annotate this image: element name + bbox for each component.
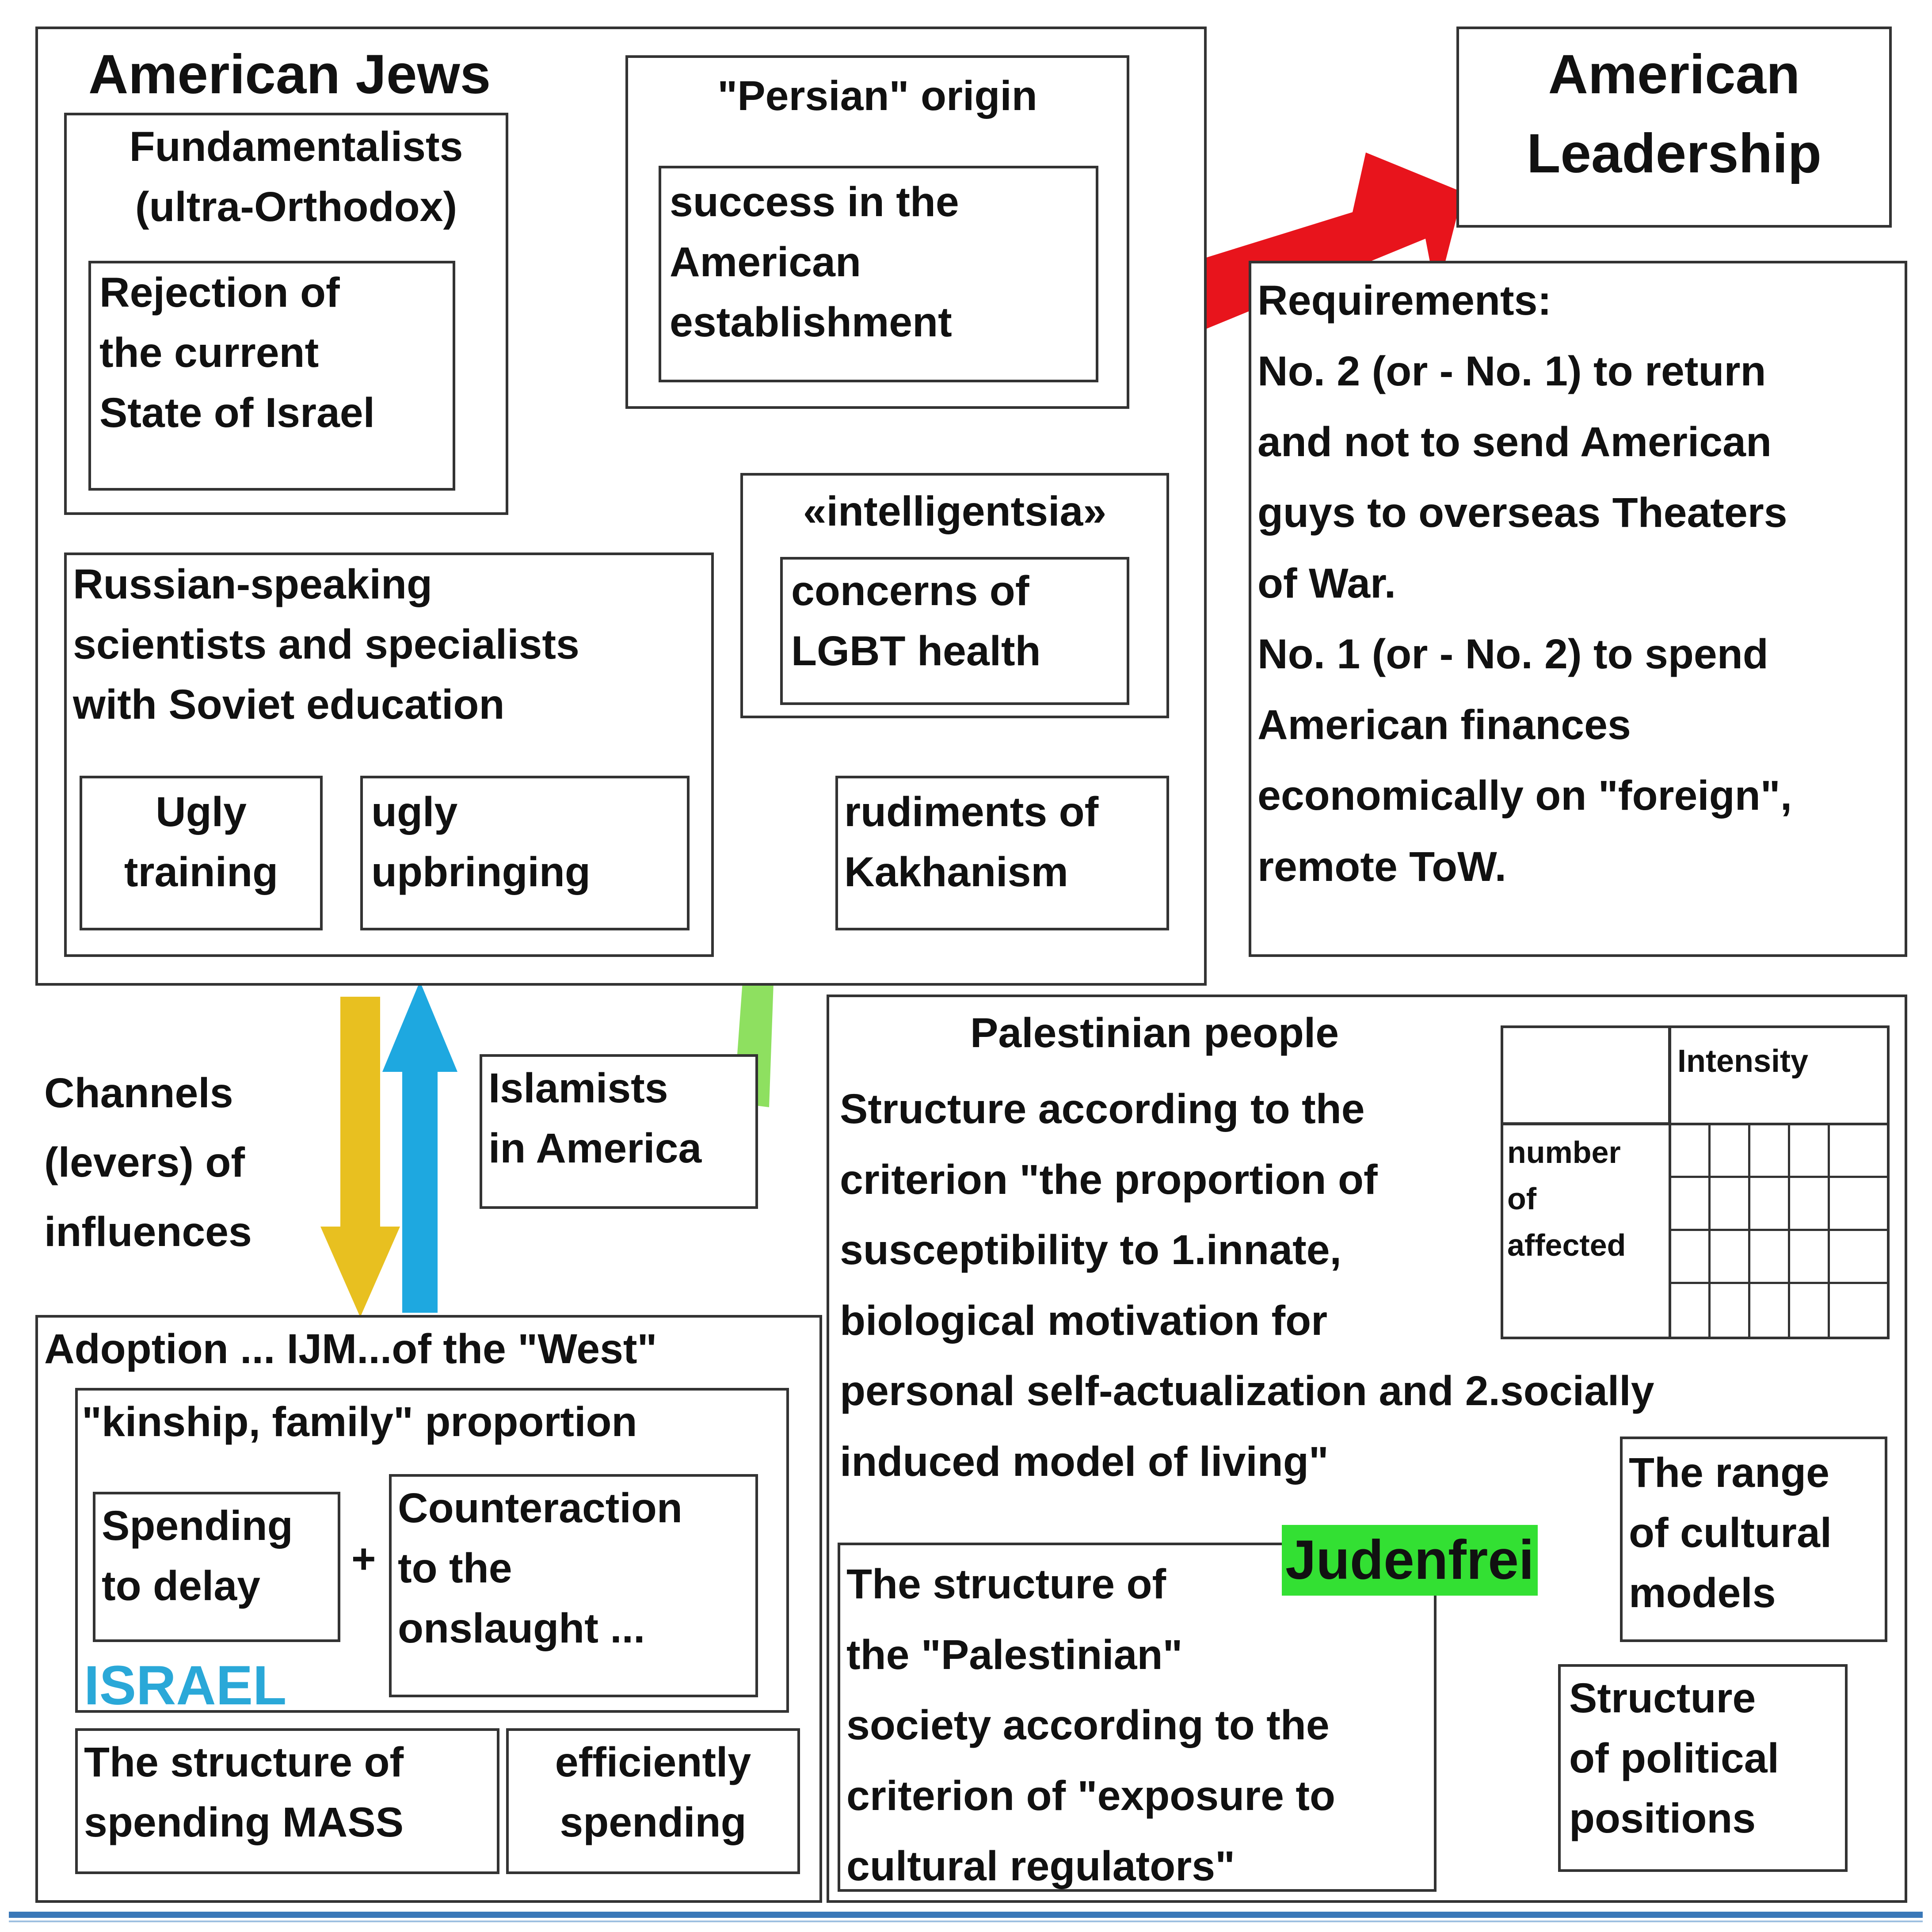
islamists-text: Islamists in America	[488, 1065, 702, 1172]
ugly-upbringing-text: ugly upbringing	[371, 789, 591, 896]
bottom-rule	[9, 1912, 1923, 1918]
grid-col-line	[1828, 1123, 1830, 1339]
grid-corner-cell	[1501, 1025, 1671, 1125]
palestinian-structure-text: Structure according to the criterion "the proportion of susceptibility to 1.innate, biological motivation for personal self-actualization and 2.socially induced model of living"	[840, 1086, 1654, 1485]
grid-row-line	[1669, 1176, 1890, 1178]
grid-row-line	[1669, 1229, 1890, 1231]
russian-speaking-label: Russian-speaking scientists and specialists with Soviet education	[73, 561, 579, 728]
grid-row-line	[1669, 1282, 1890, 1284]
grid-col-line	[1708, 1123, 1711, 1339]
kinship-label: "kinship, family" proportion	[82, 1399, 637, 1445]
grid-row-header: number of affected	[1507, 1135, 1626, 1262]
plus-sign: +	[351, 1536, 376, 1582]
palestinian-title: Palestinian people	[970, 1010, 1339, 1056]
structure-spending-text: The structure of spending MASS	[84, 1739, 404, 1846]
structure-palestinian-text: The structure of the "Palestinian" society according to the criterion of "exposure to cultural regulators"	[846, 1561, 1336, 1890]
counteraction-text: Counteraction to the onslaught ...	[398, 1485, 682, 1652]
success-text: success in the American establishment	[670, 179, 959, 346]
israel-label: ISRAEL	[84, 1655, 287, 1716]
bottom-rule-shadow	[9, 1921, 1923, 1922]
grid-col-line	[1788, 1123, 1790, 1339]
grid-divider	[1669, 1025, 1671, 1339]
judenfrei-label: Judenfrei	[1282, 1525, 1538, 1596]
ugly-training-text: Ugly training	[124, 789, 278, 896]
american-leadership-title: American Leadership	[1527, 44, 1821, 184]
lgbt-text: concerns of LGBT health	[791, 568, 1041, 674]
blue-up-arrow-icon	[382, 981, 457, 1313]
grid-divider	[1501, 1123, 1890, 1125]
intelligentsia-label: «intelligentsia»	[803, 488, 1107, 535]
political-positions-text: Structure of political positions	[1569, 1675, 1779, 1842]
adoption-title: Adoption ... IJM...of the "West"	[44, 1326, 657, 1372]
grid-col-header: Intensity	[1677, 1044, 1809, 1079]
spending-delay-text: Spending to delay	[102, 1502, 293, 1609]
grid-col-line	[1748, 1123, 1750, 1339]
rudiments-text: rudiments of Kakhanism	[844, 789, 1099, 896]
persian-label: "Persian" origin	[717, 72, 1037, 119]
efficiently-text: efficiently spending	[555, 1739, 751, 1846]
fundamentalists-label: Fundamentalists (ultra-Orthodox)	[129, 123, 463, 230]
rejection-text: Rejection of the current State of Israel	[99, 269, 375, 436]
yellow-down-arrow-icon	[320, 997, 400, 1317]
american-jews-title: American Jews	[88, 44, 491, 105]
channels-label: Channels (levers) of influences	[44, 1070, 252, 1255]
requirements-text: Requirements: No. 2 (or - No. 1) to return and not to send American guys to overseas Theaters of War. No. 1 (or - No. 2) to spend American finances economically on "foreign", remote ToW.	[1258, 277, 1792, 890]
cultural-models-text: The range of cultural models	[1629, 1449, 1832, 1616]
